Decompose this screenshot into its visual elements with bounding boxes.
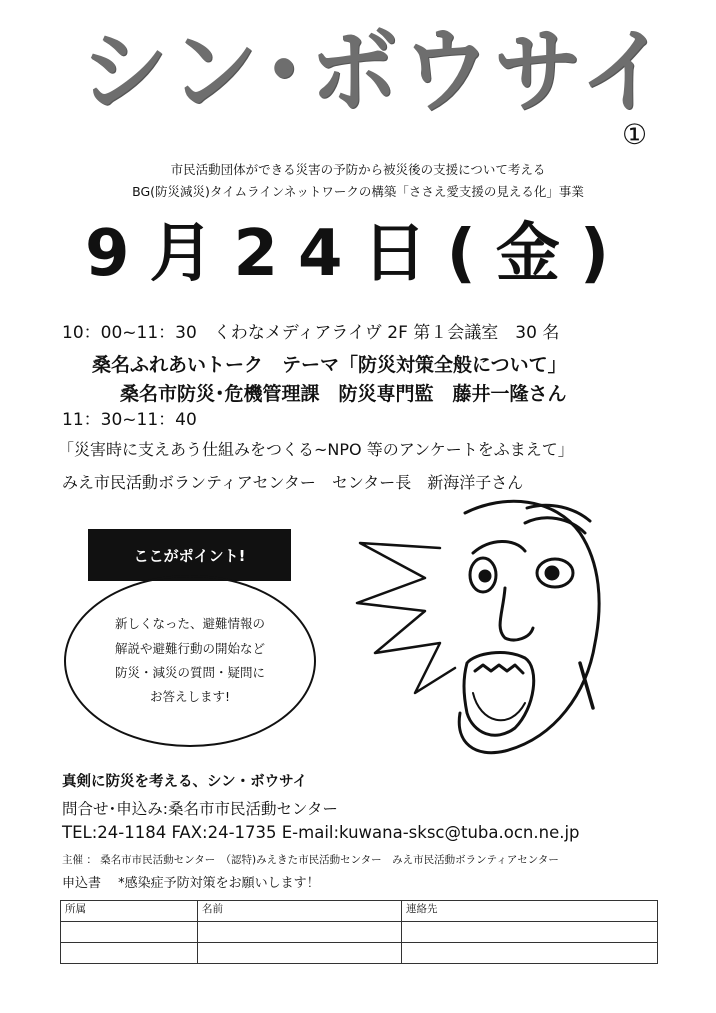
cell-affiliation[interactable] xyxy=(61,943,198,964)
application-form-table xyxy=(60,900,658,964)
cell-affiliation[interactable] xyxy=(61,922,198,943)
tel-fax-email: TEL:24-1184 FAX:24-1735 E-mail:kuwana-sksc@tuba.ocn.ne.jp xyxy=(62,823,580,842)
subtitle-line-1: 市民活動団体ができる災害の予防から被災後の支援について考える xyxy=(170,162,546,177)
subtitle-line-2: BG(防災減災)タイムラインネットワークの構築「ささえ愛支援の見える化」事業 xyxy=(132,184,584,199)
session1-talk: 桑名ふれあいトーク テーマ「防災対策全般について」 xyxy=(92,354,567,376)
table-row xyxy=(61,943,658,964)
header-name: 名前 xyxy=(198,901,402,922)
form-note: 申込書 *感染症予防対策をお願いします！ xyxy=(62,876,320,891)
shouting-face-illustration xyxy=(355,493,615,763)
point-label-box: ここがポイント! xyxy=(88,529,291,581)
session2-time: 11：30~11：40 xyxy=(62,410,197,430)
point-bubble xyxy=(64,575,316,747)
session1-time-place: 10：00~11：30 くわなメディアライヴ 2F 第１会議室 30 名 xyxy=(62,323,560,343)
issue-number: ① xyxy=(622,118,648,151)
cell-name[interactable] xyxy=(198,943,402,964)
session2-talk: 「災害時に支えあう仕組みをつくる~NPO 等のアンケートをふまえて」 xyxy=(58,440,574,459)
cell-contact[interactable] xyxy=(402,922,658,943)
tagline: 真剣に防災を考える、シン・ボウサイ xyxy=(62,774,308,790)
organizers: 主催 ： 桑名市市民活動センター （認特)みえきた市民活動センター みえ市民活動ボランティアセンター xyxy=(62,854,559,866)
cell-contact[interactable] xyxy=(402,943,658,964)
contact-line: 問合せ･申込み:桑名市市民活動センター xyxy=(62,800,338,818)
header-affiliation: 所属 xyxy=(61,901,198,922)
header-contact: 連絡先 xyxy=(402,901,658,922)
point-line: 解説や避難行動の開始など xyxy=(114,640,265,656)
point-line: 新しくなった、避難情報の xyxy=(114,616,265,632)
table-header-row xyxy=(61,901,658,922)
session1-speaker: 桑名市防災･危機管理課 防災専門監 藤井一隆さん xyxy=(120,383,567,405)
event-date: 9月24日(金) xyxy=(85,217,630,291)
poster-title: シン･ボウサイ xyxy=(80,17,672,126)
point-line: 防災・減災の質問・疑問に xyxy=(114,665,265,680)
cell-name[interactable] xyxy=(198,922,402,943)
point-line: お答えします! xyxy=(149,689,230,705)
session2-speaker: みえ市民活動ボランティアセンター センター長 新海洋子さん xyxy=(62,473,524,492)
table-row xyxy=(61,922,658,943)
